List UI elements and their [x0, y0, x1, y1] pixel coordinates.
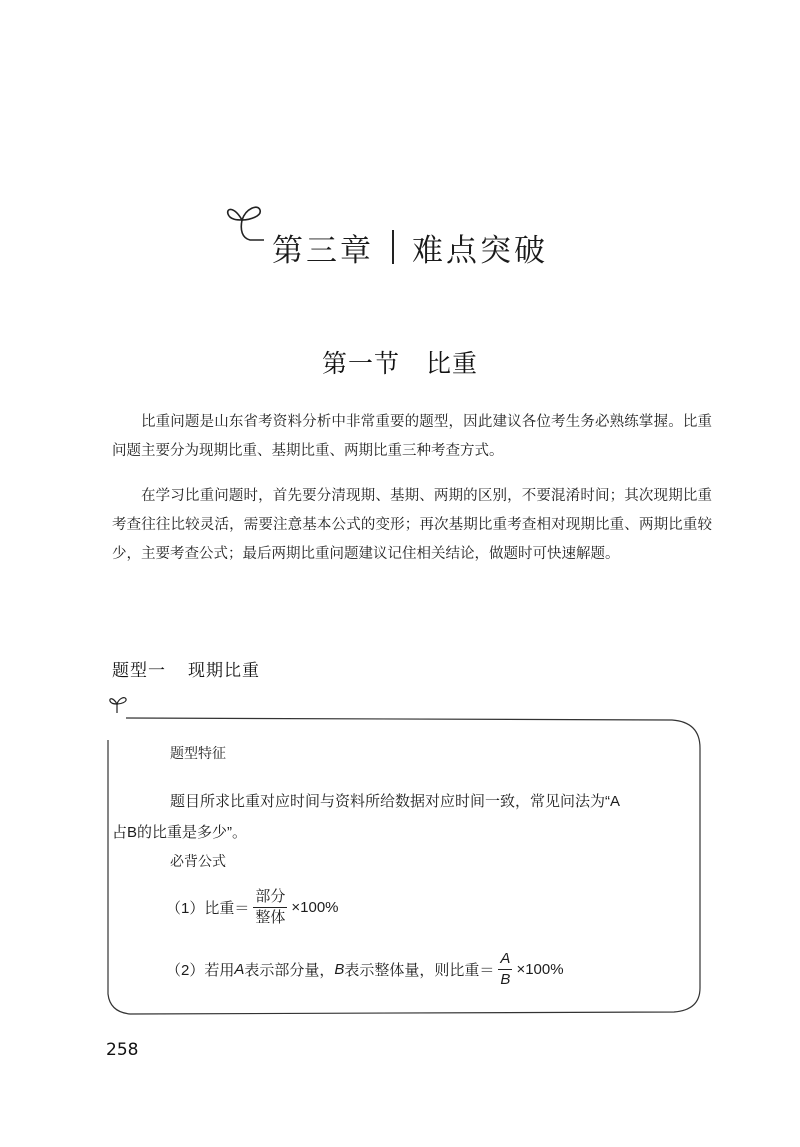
formula-1-fraction	[253, 888, 287, 927]
formula-1	[166, 888, 339, 927]
formula-2-text-b: 表示部分量，	[244, 962, 335, 979]
section-title: 比重	[426, 349, 479, 378]
page-number: 258	[106, 1040, 139, 1060]
section-number: 第一节	[321, 349, 400, 378]
formula-1-index: （1）	[166, 900, 205, 917]
chapter-divider	[392, 230, 394, 264]
intro-paragraph-2: 在学习比重问题时，首先要分清现期、基期、两期的区别，不要混淆时间；其次现期比重考查往往比较灵活，需要注意基本公式的变形；再次基期比重考查相对现期比重、两期比重较少，主要考查公式；最后两期比重问题建议记住相关结论，做题时可快速解题。	[112, 488, 712, 562]
formula-2-tail: ×100%	[516, 961, 564, 978]
formula-2-numerator: A	[498, 950, 512, 970]
question-type-title: 现期比重	[188, 661, 260, 681]
formula-2-denominator: B	[500, 971, 511, 988]
intro-paragraph-1: 比重问题是山东省考资料分析中非常重要的题型，因此建议各位考生务必熟练掌握。比重问题主要分为现期比重、基期比重、两期比重三种考查方式。	[112, 414, 712, 459]
formula-2-var-b: B	[334, 961, 345, 978]
question-type-heading	[112, 656, 260, 681]
formula-2	[166, 950, 564, 989]
section-heading	[0, 344, 800, 380]
formula-1-numerator: 部分	[253, 888, 287, 908]
formula-2-fraction	[498, 950, 512, 989]
chapter-heading	[224, 222, 548, 272]
question-type-number: 题型一	[112, 661, 166, 681]
formula-1-tail: ×100%	[291, 899, 339, 916]
formula-2-index: （2）	[166, 962, 205, 979]
formula-1-denominator: 整体	[255, 909, 286, 926]
feature-description-line-2: 占B的比重是多少”。	[112, 824, 248, 841]
formula-2-var-a: A	[234, 961, 245, 978]
formula-2-text-a: 若用	[204, 962, 235, 979]
feature-label: 题型特征	[170, 745, 226, 761]
formula-label: 必背公式	[170, 853, 226, 869]
chapter-number: 第三章	[272, 232, 374, 269]
chapter-title: 难点突破	[412, 232, 548, 269]
feature-description-line-1: 题目所求比重对应时间与资料所给数据对应时间一致，常见问法为“A	[170, 793, 621, 810]
formula-1-lhs: 比重＝	[204, 900, 250, 917]
formula-2-text-c: 表示整体量，则比重＝	[344, 962, 495, 979]
